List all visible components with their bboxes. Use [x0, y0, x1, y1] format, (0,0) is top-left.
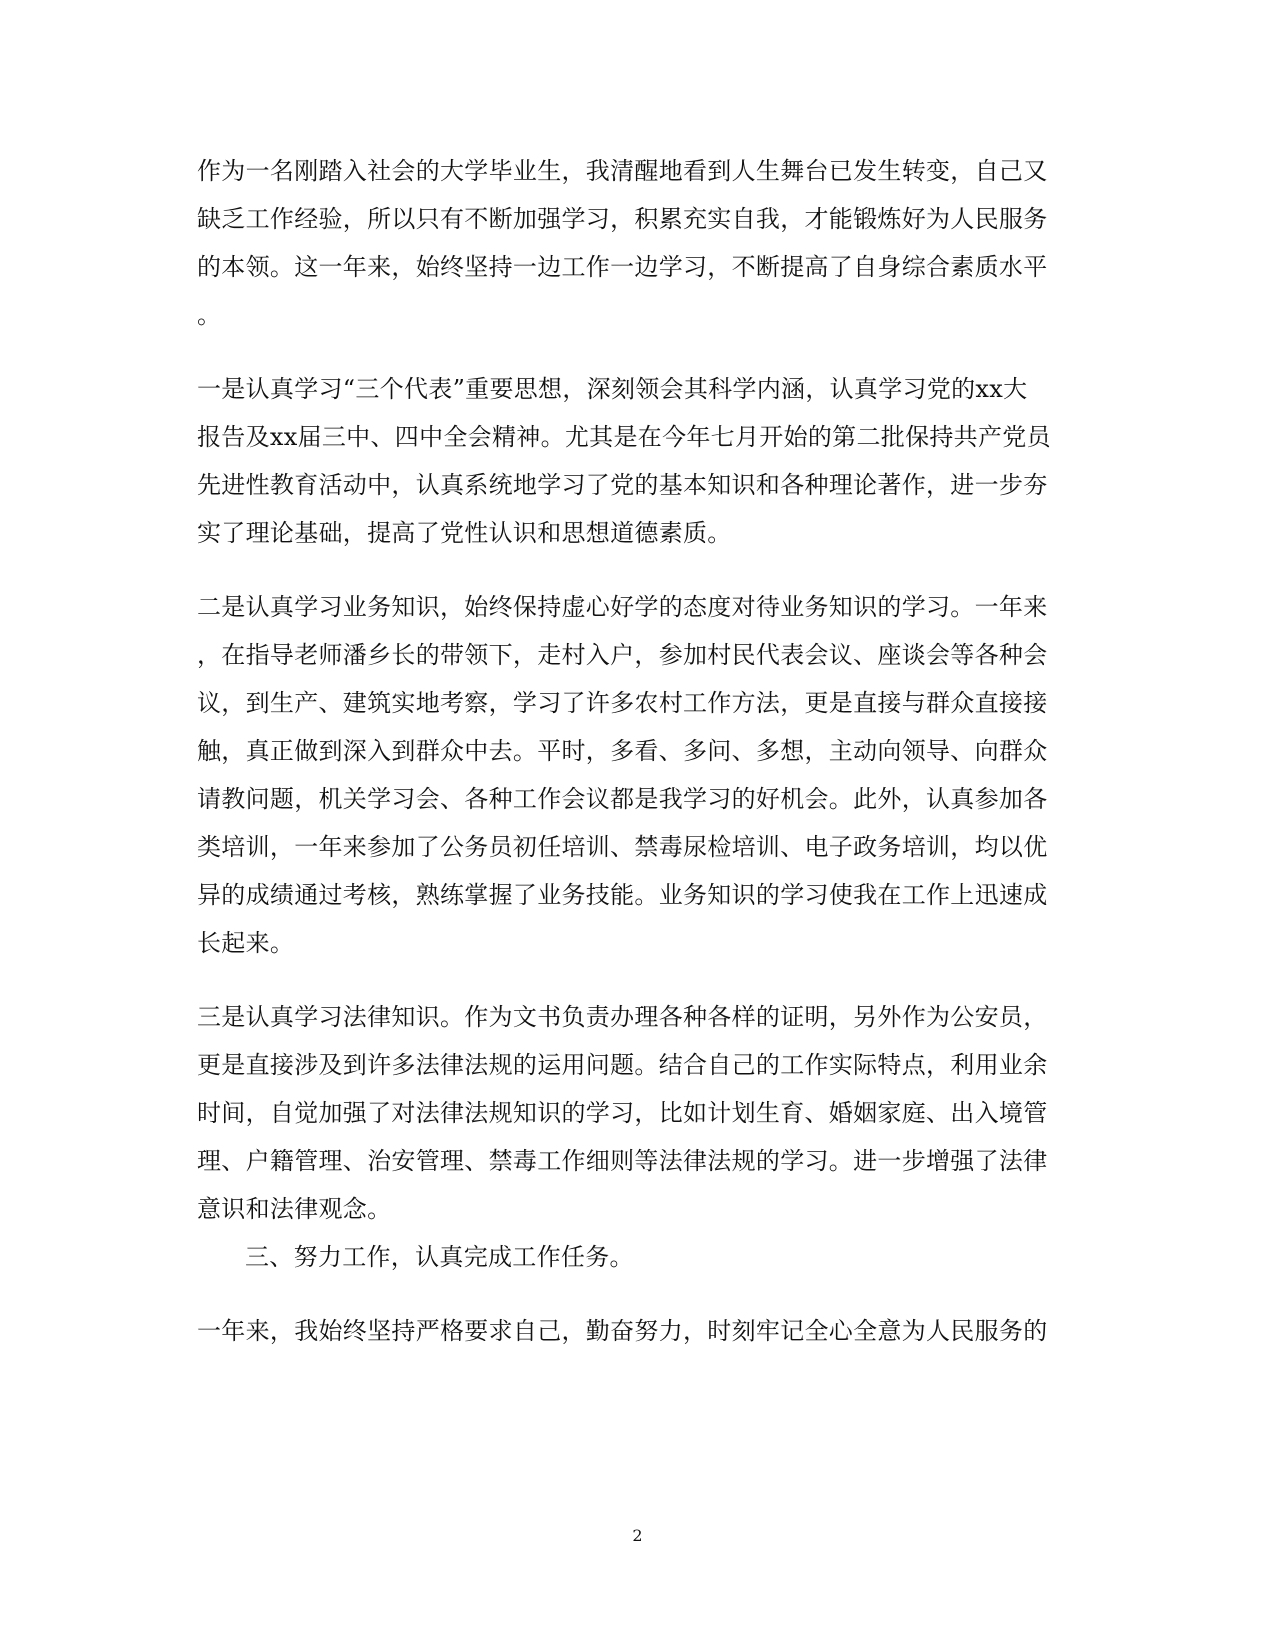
text-line: 更是直接涉及到许多法律法规的运用问题。结合自己的工作实际特点，利用业余: [197, 1051, 1048, 1079]
text-line: 时间，自觉加强了对法律法规知识的学习，比如计划生育、婚姻家庭、出入境管: [197, 1099, 1048, 1127]
text-line: 异的成绩通过考核，熟练掌握了业务技能。业务知识的学习使我在工作上迅速成: [197, 881, 1048, 909]
text-line: 实了理论基础，提高了党性认识和思想道德素质。: [197, 519, 732, 547]
text-line: 报告及xx届三中、四中全会精神。尤其是在今年七月开始的第二批保持共产党员: [197, 423, 1051, 451]
text-line: 缺乏工作经验，所以只有不断加强学习，积累充实自我，才能锻炼好为人民服务: [197, 205, 1048, 233]
text-line: 的本领。这一年来，始终坚持一边工作一边学习，不断提高了自身综合素质水平: [197, 253, 1048, 281]
text-line: 意识和法律观念。: [197, 1195, 392, 1223]
text-line: 。: [197, 301, 222, 329]
text-line: 作为一名刚踏入社会的大学毕业生，我清醒地看到人生舞台已发生转变，自己又: [197, 157, 1048, 185]
text-line: 触，真正做到深入到群众中去。平时，多看、多问、多想，主动向领导、向群众: [197, 737, 1048, 765]
text-line: 三是认真学习法律知识。作为文书负责办理各种各样的证明，另外作为公安员，: [197, 1003, 1048, 1031]
text-line: 一年来，我始终坚持严格要求自己，勤奋努力，时刻牢记全心全意为人民服务的: [197, 1317, 1048, 1345]
text-line: 议，到生产、建筑实地考察，学习了许多农村工作方法，更是直接与群众直接接: [197, 689, 1048, 717]
text-line: ，在指导老师潘乡长的带领下，走村入户，参加村民代表会议、座谈会等各种会: [197, 641, 1048, 669]
text-line: 类培训，一年来参加了公务员初任培训、禁毒尿检培训、电子政务培训，均以优: [197, 833, 1048, 861]
text-line: 一是认真学习“三个代表”重要思想，深刻领会其科学内涵，认真学习党的xx大: [197, 375, 1028, 403]
text-line: 理、户籍管理、治安管理、禁毒工作细则等法律法规的学习。进一步增强了法律: [197, 1147, 1048, 1175]
text-line: 二是认真学习业务知识，始终保持虚心好学的态度对待业务知识的学习。一年来: [197, 593, 1048, 621]
text-line: 请教问题，机关学习会、各种工作会议都是我学习的好机会。此外，认真参加各: [197, 785, 1048, 813]
text-line: 长起来。: [197, 929, 295, 957]
page-number: 2: [632, 1526, 643, 1545]
text-line: 先进性教育活动中，认真系统地学习了党的基本知识和各种理论著作，进一步夯: [197, 471, 1048, 499]
section-heading: 三、努力工作，认真完成工作任务。: [245, 1243, 634, 1271]
